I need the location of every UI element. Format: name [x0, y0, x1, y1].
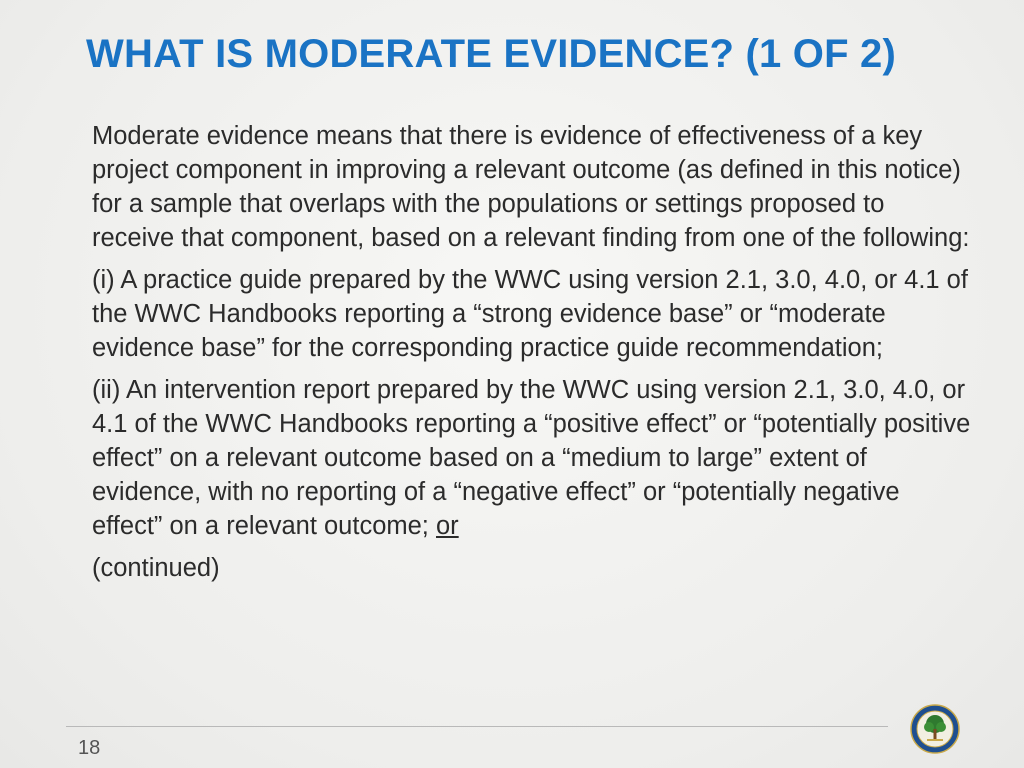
page-number: 18: [78, 737, 101, 759]
criterion-ii-text: (ii) An intervention report prepared by the WWC using version 2.1, 3.0, 4.0, or 4.1 of the WWC Handbooks reporting a “positive effect” or “potentially positive effect” on a relevant outcome based on a “medium to large” extent of evidence, with no reporting of a “negative effect” or “potentially negative effect” on a relevant outcome;: [92, 376, 971, 540]
footer-divider: [66, 726, 888, 727]
department-of-education-seal-icon: [910, 704, 960, 754]
slide-title: WHAT IS MODERATE EVIDENCE? (1 OF 2): [86, 32, 896, 76]
intro-paragraph: Moderate evidence means that there is evidence of effectiveness of a key project component in improving a relevant outcome (as defined in this notice) for a sample that overlaps with the populations or settings proposed to receive that component, based on a relevant finding from one of the following:: [92, 122, 970, 252]
continued-label: (continued): [92, 554, 220, 582]
slide-body: [92, 119, 972, 585]
criterion-i: (i) A practice guide prepared by the WWC using version 2.1, 3.0, 4.0, or 4.1 of the WWC Handbooks reporting a “strong evidence base” or “moderate evidence base” for the corresponding practice guide recommendation;: [92, 266, 968, 362]
or-underlined: or: [436, 512, 459, 540]
criterion-ii: [92, 373, 972, 543]
